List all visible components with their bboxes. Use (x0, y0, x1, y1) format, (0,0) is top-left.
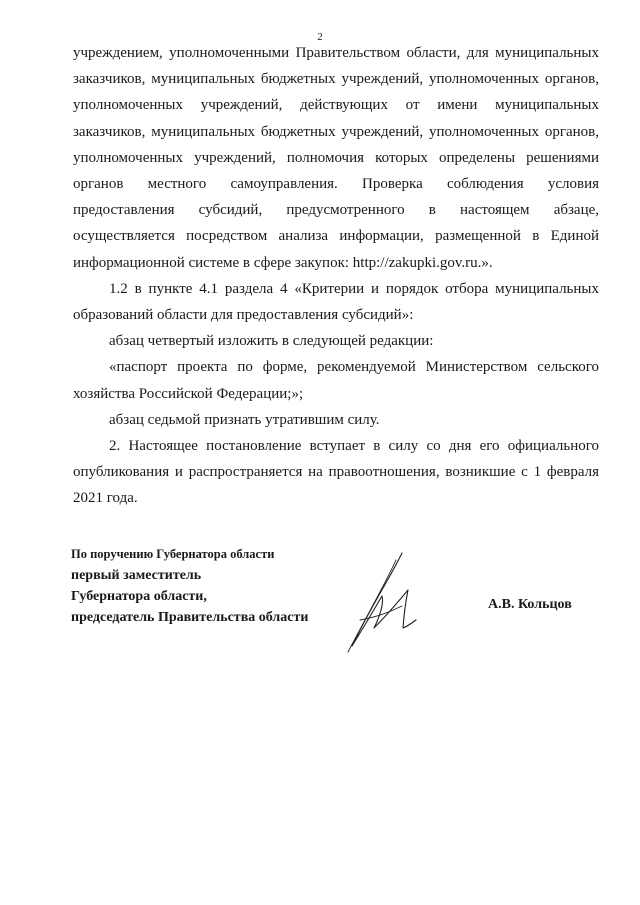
paragraph-fourth-abzac: абзац четвертый изложить в следующей редакции: (109, 333, 434, 350)
paragraph-seventh-abzac: абзац седьмой признать утратившим силу. (109, 411, 380, 428)
handwritten-signature (330, 548, 440, 658)
scan-artifact: · · · · (571, 897, 596, 902)
signature-instruction: По поручению Губернатора области (71, 547, 275, 561)
paragraph-effective-date: 2. Настоящее постановление вступает в силу со дня его официального опубликования и распространяется на правоотношения, возникшие с 1 февраля 2021 года. (73, 438, 599, 507)
signature-position-3: председатель Правительства области (71, 610, 309, 625)
paragraph-continuation: учреждением, уполномоченными Правительством области, для муниципальных заказчиков, муниципальных бюджетных учреждений, уполномоченных органов, уполномоченных учреждений, действующих от имени муниципальных заказчиков, муниципальных бюджетных учреждений, уполномоченных органов, уполномоченных учреждений, полномочия которых определены решениями органов местного самоуправления. Проверка соблюдения условия предоставления субсидий, предусмотренного в настоящем абзаце, осуществляется посредством анализа информации, размещенной в Единой информационной системе в сфере закупок: http://zakupki.gov.ru.». (73, 45, 599, 271)
page-number: 2 (317, 31, 323, 43)
signer-name: А.В. Кольцов (488, 597, 572, 612)
signature-position-1: первый заместитель (71, 568, 202, 583)
paragraph-passport: «паспорт проекта по форме, рекомендуемой Министерством сельского хозяйства Российской Федерации;»; (73, 359, 599, 402)
paragraph-item-1-2: 1.2 в пункте 4.1 раздела 4 «Критерии и порядок отбора муниципальных образований области для предоставления субсидий»: (73, 280, 599, 324)
document-body (73, 40, 599, 512)
signature-position-2: Губернатора области, (71, 589, 207, 604)
